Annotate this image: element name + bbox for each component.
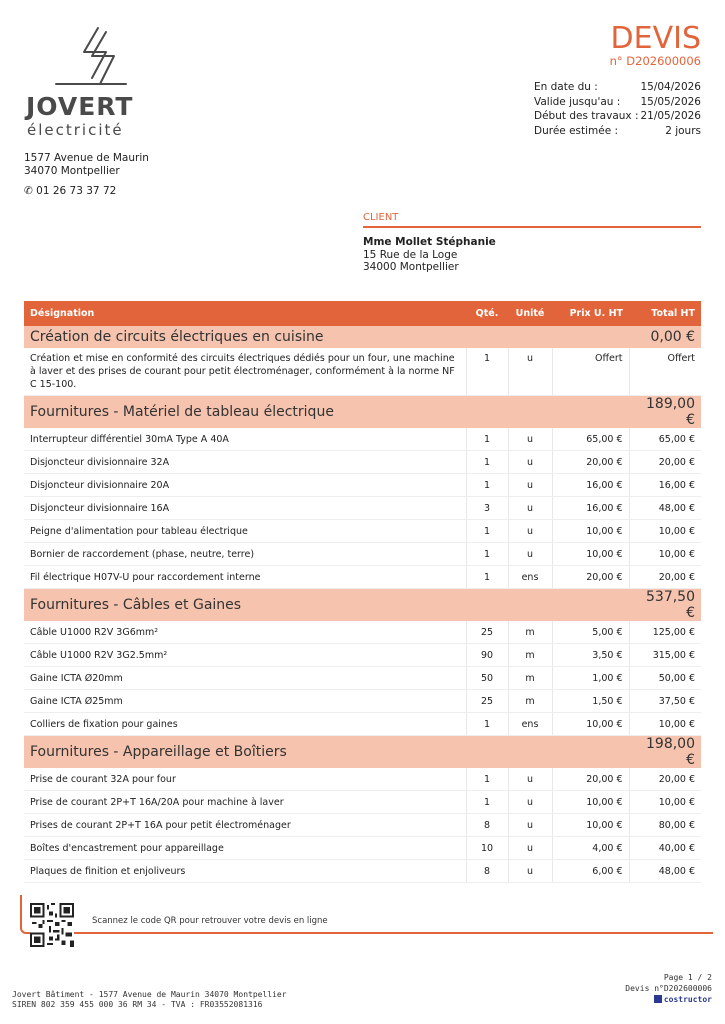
client-label: CLIENT bbox=[363, 212, 399, 223]
item-designation: Disjoncteur divisionnaire 20A bbox=[24, 474, 466, 497]
meta-value: 2 jours bbox=[665, 124, 701, 137]
item-qty: 1 bbox=[466, 768, 508, 791]
item-designation: Gaine ICTA Ø20mm bbox=[24, 667, 466, 690]
item-qty: 8 bbox=[466, 860, 508, 883]
meta-label: Durée estimée : bbox=[534, 124, 619, 137]
item-qty: 1 bbox=[466, 713, 508, 736]
table-row bbox=[24, 713, 701, 736]
section-row bbox=[24, 326, 701, 348]
qr-code-icon[interactable] bbox=[30, 903, 74, 947]
item-designation: Bornier de raccordement (phase, neutre, terre) bbox=[24, 543, 466, 566]
item-qty: 3 bbox=[466, 497, 508, 520]
item-unit: u bbox=[508, 791, 552, 814]
table-row bbox=[24, 566, 701, 589]
item-qty: 1 bbox=[466, 348, 508, 396]
quote-table bbox=[24, 301, 701, 883]
item-qty: 1 bbox=[466, 791, 508, 814]
item-qty: 90 bbox=[466, 644, 508, 667]
item-unit: ens bbox=[508, 566, 552, 589]
meta-label: Valide jusqu'au : bbox=[534, 95, 621, 108]
item-total: 315,00 € bbox=[629, 644, 701, 667]
header-unit-price: Prix U. HT bbox=[552, 301, 629, 326]
item-designation: Disjoncteur divisionnaire 32A bbox=[24, 451, 466, 474]
item-unit: u bbox=[508, 451, 552, 474]
item-total: 65,00 € bbox=[629, 428, 701, 451]
item-total: 10,00 € bbox=[629, 713, 701, 736]
table-row bbox=[24, 451, 701, 474]
section-row bbox=[24, 736, 701, 769]
item-total: 10,00 € bbox=[629, 791, 701, 814]
company-phone bbox=[24, 185, 116, 197]
item-unit: u bbox=[508, 768, 552, 791]
table-row bbox=[24, 474, 701, 497]
item-unit: u bbox=[508, 814, 552, 837]
item-unit-price: 10,00 € bbox=[552, 543, 629, 566]
item-total: 50,00 € bbox=[629, 667, 701, 690]
company-address-line1: 1577 Avenue de Maurin bbox=[24, 152, 149, 164]
item-qty: 25 bbox=[466, 621, 508, 644]
footer-line2: SIREN 802 359 455 000 36 RM 34 - TVA : FR03552081316 bbox=[12, 999, 263, 1009]
item-qty: 1 bbox=[466, 543, 508, 566]
item-total: 48,00 € bbox=[629, 860, 701, 883]
item-unit: m bbox=[508, 667, 552, 690]
footer-company bbox=[12, 990, 287, 1009]
item-designation: Prises de courant 2P+T 16A pour petit électroménager bbox=[24, 814, 466, 837]
header-qty: Qté. bbox=[466, 301, 508, 326]
section-row bbox=[24, 589, 701, 622]
header-total: Total HT bbox=[629, 301, 701, 326]
item-unit-price: 20,00 € bbox=[552, 768, 629, 791]
table-row bbox=[24, 791, 701, 814]
item-qty: 8 bbox=[466, 814, 508, 837]
meta-value: 21/05/2026 bbox=[640, 110, 701, 122]
section-title: Fournitures - Matériel de tableau électrique bbox=[24, 396, 629, 429]
item-total: 20,00 € bbox=[629, 768, 701, 791]
item-total: 80,00 € bbox=[629, 814, 701, 837]
item-unit-price: 16,00 € bbox=[552, 497, 629, 520]
page-number: Page 1 / 2 bbox=[663, 973, 712, 982]
item-unit-price: 10,00 € bbox=[552, 520, 629, 543]
item-qty: 50 bbox=[466, 667, 508, 690]
item-designation: Prise de courant 32A pour four bbox=[24, 768, 466, 791]
client-address-line2: 34000 Montpellier bbox=[363, 261, 459, 273]
brand-subtitle: électricité bbox=[27, 121, 124, 139]
footer-devis-ref: Devis n°D202600006 bbox=[625, 984, 712, 993]
brand-name: JOVERT bbox=[26, 92, 134, 121]
meta-label: Début des travaux : bbox=[534, 110, 639, 122]
table-row bbox=[24, 348, 701, 396]
client-address-line1: 15 Rue de la Loge bbox=[363, 248, 458, 261]
footer-page-info bbox=[625, 972, 712, 1005]
item-total: 10,00 € bbox=[629, 543, 701, 566]
phone-icon: ✆ bbox=[24, 185, 33, 197]
section-row bbox=[24, 396, 701, 429]
section-total: 537,50 € bbox=[629, 589, 701, 622]
item-designation: Fil électrique H07V-U pour raccordement interne bbox=[24, 566, 466, 589]
item-unit: u bbox=[508, 348, 552, 396]
section-title: Fournitures - Appareillage et Boîtiers bbox=[24, 736, 629, 769]
item-designation: Prise de courant 2P+T 16A/20A pour machine à laver bbox=[24, 791, 466, 814]
item-unit: u bbox=[508, 837, 552, 860]
meta-row bbox=[534, 109, 701, 124]
item-designation: Câble U1000 R2V 3G2.5mm² bbox=[24, 644, 466, 667]
meta-row bbox=[534, 80, 701, 95]
costructor-brand: costructor bbox=[663, 995, 712, 1004]
item-unit-price: 4,00 € bbox=[552, 837, 629, 860]
item-unit: u bbox=[508, 543, 552, 566]
footer-line1: Jovert Bâtiment - 1577 Avenue de Maurin 34070 Montpellier bbox=[12, 990, 287, 999]
item-unit-price: 65,00 € bbox=[552, 428, 629, 451]
item-unit: u bbox=[508, 428, 552, 451]
meta-value: 15/04/2026 bbox=[640, 81, 701, 93]
table-row bbox=[24, 497, 701, 520]
item-designation: Disjoncteur divisionnaire 16A bbox=[24, 497, 466, 520]
item-unit-price: Offert bbox=[552, 348, 629, 396]
item-unit-price: 20,00 € bbox=[552, 566, 629, 589]
table-row bbox=[24, 621, 701, 644]
header-designation: Désignation bbox=[24, 301, 466, 326]
item-unit: ens bbox=[508, 713, 552, 736]
item-unit-price: 20,00 € bbox=[552, 451, 629, 474]
item-total: Offert bbox=[629, 348, 701, 396]
item-designation: Interrupteur différentiel 30mA Type A 40A bbox=[24, 428, 466, 451]
item-unit-price: 16,00 € bbox=[552, 474, 629, 497]
item-total: 20,00 € bbox=[629, 566, 701, 589]
item-unit-price: 5,00 € bbox=[552, 621, 629, 644]
meta-row bbox=[534, 95, 701, 110]
table-header bbox=[24, 301, 701, 326]
item-unit: m bbox=[508, 690, 552, 713]
item-unit: m bbox=[508, 644, 552, 667]
meta-label: En date du : bbox=[534, 81, 598, 93]
item-qty: 1 bbox=[466, 520, 508, 543]
item-designation: Création et mise en conformité des circuits électriques dédiés pour un four, une machine à laver et des prises de courant pour petit électroménager, conformément à la norme NF C 15-100. bbox=[24, 348, 466, 396]
section-total: 189,00 € bbox=[629, 396, 701, 429]
item-unit-price: 3,50 € bbox=[552, 644, 629, 667]
meta-value: 15/05/2026 bbox=[640, 95, 701, 108]
item-unit: u bbox=[508, 497, 552, 520]
costructor-logo-icon bbox=[654, 995, 662, 1003]
table-row bbox=[24, 428, 701, 451]
item-total: 40,00 € bbox=[629, 837, 701, 860]
item-unit-price: 6,00 € bbox=[552, 860, 629, 883]
client-name: Mme Mollet Stéphanie bbox=[363, 236, 496, 248]
item-unit: u bbox=[508, 474, 552, 497]
item-qty: 1 bbox=[466, 566, 508, 589]
qr-caption: Scannez le code QR pour retrouver votre devis en ligne bbox=[92, 916, 328, 926]
item-total: 10,00 € bbox=[629, 520, 701, 543]
company-address-line2: 34070 Montpellier bbox=[24, 165, 120, 177]
item-unit: u bbox=[508, 860, 552, 883]
item-designation: Câble U1000 R2V 3G6mm² bbox=[24, 621, 466, 644]
item-unit: u bbox=[508, 520, 552, 543]
section-total: 0,00 € bbox=[629, 326, 701, 348]
document-number: n° D202600006 bbox=[609, 54, 701, 68]
table-row bbox=[24, 814, 701, 837]
section-total: 198,00 € bbox=[629, 736, 701, 769]
table-row bbox=[24, 768, 701, 791]
table-row bbox=[24, 690, 701, 713]
client-block bbox=[363, 236, 496, 274]
item-designation: Colliers de fixation pour gaines bbox=[24, 713, 466, 736]
item-designation: Boîtes d'encastrement pour appareillage bbox=[24, 837, 466, 860]
header-unit: Unité bbox=[508, 301, 552, 326]
section-title: Fournitures - Câbles et Gaines bbox=[24, 589, 629, 622]
meta-row bbox=[534, 124, 701, 139]
item-unit-price: 10,00 € bbox=[552, 791, 629, 814]
item-total: 37,50 € bbox=[629, 690, 701, 713]
qr-frame bbox=[20, 895, 713, 934]
client-divider bbox=[363, 226, 701, 228]
item-designation: Peigne d'alimentation pour tableau électrique bbox=[24, 520, 466, 543]
item-unit-price: 10,00 € bbox=[552, 713, 629, 736]
item-qty: 1 bbox=[466, 474, 508, 497]
item-designation: Plaques de finition et enjoliveurs bbox=[24, 860, 466, 883]
table-row bbox=[24, 667, 701, 690]
item-total: 16,00 € bbox=[629, 474, 701, 497]
item-qty: 1 bbox=[466, 451, 508, 474]
item-total: 20,00 € bbox=[629, 451, 701, 474]
section-title: Création de circuits électriques en cuisine bbox=[24, 326, 629, 348]
table-row bbox=[24, 644, 701, 667]
item-designation: Gaine ICTA Ø25mm bbox=[24, 690, 466, 713]
item-unit: m bbox=[508, 621, 552, 644]
item-qty: 10 bbox=[466, 837, 508, 860]
table-row bbox=[24, 543, 701, 566]
table-row bbox=[24, 837, 701, 860]
lightning-logo-icon bbox=[26, 22, 161, 92]
item-qty: 1 bbox=[466, 428, 508, 451]
item-total: 48,00 € bbox=[629, 497, 701, 520]
company-address bbox=[24, 152, 149, 178]
table-row bbox=[24, 860, 701, 883]
phone-number: 01 26 73 37 72 bbox=[36, 185, 117, 197]
item-unit-price: 1,00 € bbox=[552, 667, 629, 690]
item-total: 125,00 € bbox=[629, 621, 701, 644]
quote-meta bbox=[534, 80, 701, 138]
item-qty: 25 bbox=[466, 690, 508, 713]
item-unit-price: 10,00 € bbox=[552, 814, 629, 837]
table-row bbox=[24, 520, 701, 543]
document-title: DEVIS bbox=[610, 21, 701, 56]
item-unit-price: 1,50 € bbox=[552, 690, 629, 713]
